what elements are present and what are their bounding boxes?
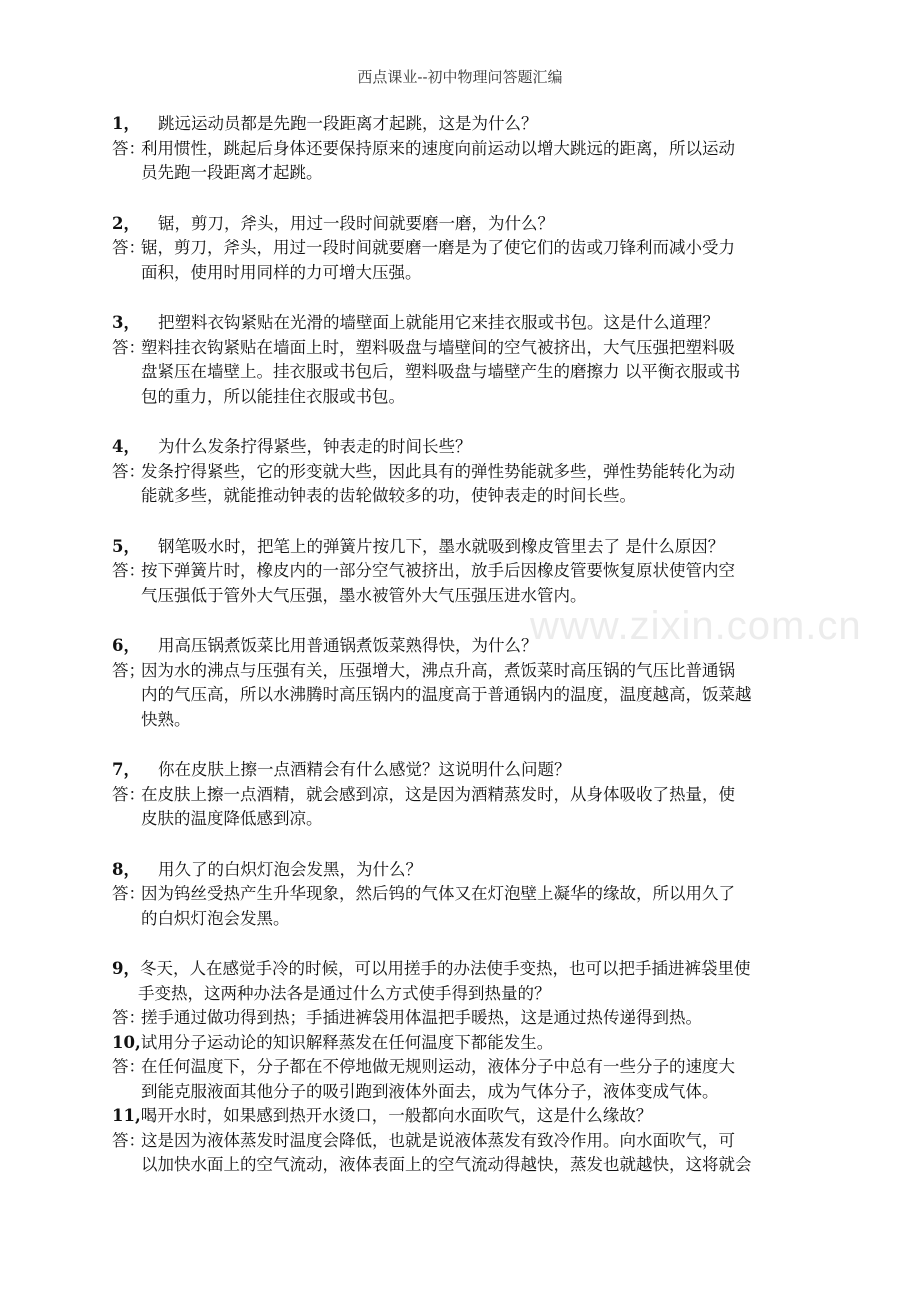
question-line: 锯，剪刀，斧头，用过一段时间就要磨一磨，为什么？ [157, 213, 554, 233]
question-line: 你在皮肤上擦一点酒精会有什么感觉？这说明什么问题？ [157, 760, 571, 779]
question-text [158, 311, 719, 336]
answer-line: 面积，使用时用同样的力可增大压强。 [141, 262, 422, 282]
answer-line: 因为水的沸点与压强有关，压强增大，沸点升高，煮饭菜时高压锅的气压比普通锅 [141, 660, 735, 680]
question-text [137, 957, 751, 1006]
question-line: 喝开水时，如果感到热开水烫口，一般都向水面吹气，这是什么缘故？ [140, 1106, 653, 1125]
qa-item [112, 311, 824, 409]
answer-line: 皮肤的温度降低感到凉。 [141, 809, 323, 828]
qa-item [112, 758, 824, 832]
answer-line: 在任何温度下，分子都在不停地做无规则运动，液体分子中总有一些分子的速度大 [141, 1057, 735, 1076]
answer-label: 答： [112, 337, 145, 357]
answer [112, 882, 824, 931]
answer-line: 以加快水面上的空气流动，液体表面上的空气流动得越快，蒸发也就越快，这将就会 [141, 1155, 752, 1174]
answer-label: 答： [112, 138, 145, 158]
answer-line: 锯，剪刀，斧头，用过一段时间就要磨一磨是为了使它们的齿或刀锋利而减小受力 [141, 238, 735, 257]
answer-line: 因为钨丝受热产生升华现象，然后钨的气体又在灯泡壁上凝华的缘故，所以用久了 [141, 884, 735, 903]
answer-line: 包的重力，所以能挂住衣服或书包。 [141, 386, 405, 406]
question [112, 1104, 824, 1129]
qa-item [112, 957, 824, 1031]
question-line: 用高压锅煮饭菜比用普通锅煮饭菜熟得快，为什么？ [157, 636, 538, 655]
question-number: 3， [112, 313, 140, 332]
question-number: 9， [112, 959, 140, 978]
question-line: 冬天，人在感觉手冷的时候，可以用搓手的办法使手变热，也可以把手插进裤袋里使 [139, 959, 751, 978]
answer-label: 答： [112, 461, 145, 481]
answer-line: 员先跑一段距离才起跳。 [141, 163, 323, 182]
answer-label: 答： [112, 238, 145, 257]
question-text [158, 758, 571, 783]
answer-line: 能就多些，就能推动钟表的齿轮做较多的功，使钟表走的时间长些。 [141, 486, 636, 505]
answer-label: 答； [112, 660, 145, 680]
question-text [158, 634, 538, 659]
question-number: 5， [112, 536, 140, 556]
qa-item [112, 858, 824, 932]
answer [112, 1006, 824, 1031]
question-line: 手变热，这两种办法各是通过什么方式使手得到热量的？ [137, 983, 551, 1003]
answer [112, 460, 824, 509]
answer-label: 答： [112, 1057, 145, 1076]
answer-line: 气压强低于管外大气压强，墨水被管外大气压强压进水管内。 [141, 585, 587, 605]
answer-line: 发条拧得紧些，它的形变就大些，因此具有的弹性势能就多些，弹性势能转化为动 [141, 461, 735, 481]
answer-line: 这是因为液体蒸发时温度会降低，也就是说液体蒸发有致冷作用。向水面吹气，可 [141, 1130, 735, 1150]
answer-label: 答： [112, 1130, 145, 1150]
question [112, 112, 824, 137]
question-number: 7， [112, 760, 140, 779]
answer-label: 答： [112, 784, 145, 804]
answer [112, 1129, 824, 1178]
qa-item [112, 435, 824, 509]
question-text [158, 535, 724, 560]
question [112, 758, 824, 783]
answer-line: 内的气压高，所以水沸腾时高压锅内的温度高于普通锅内的温度，温度越高，饭菜越 [141, 685, 752, 704]
answer-label: 答： [112, 561, 145, 580]
question-number: 8， [112, 859, 140, 879]
qa-item [112, 112, 824, 186]
question-text [141, 1031, 554, 1056]
question-text [158, 112, 538, 137]
question-text [158, 435, 472, 460]
question-line: 用久了的白炽灯泡会发黑，为什么？ [157, 859, 422, 879]
answer-label: 答： [112, 884, 145, 903]
answer [112, 137, 824, 186]
question-text [141, 1104, 653, 1129]
page-header: 西点课业--初中物理问答题汇编 [357, 68, 563, 86]
qa-item [112, 1031, 824, 1105]
answer [112, 559, 824, 608]
answer-line: 在皮肤上擦一点酒精，就会感到凉，这是因为酒精蒸发时，从身体吸收了热量，使 [141, 784, 735, 804]
answer [112, 1055, 824, 1104]
answer-line: 按下弹簧片时，橡皮内的一部分空气被挤出，放手后因橡皮管要恢复原状使管内空 [141, 561, 735, 580]
question-line: 为什么发条拧得紧些，钟表走的时间长些？ [157, 437, 472, 456]
answer-line: 快熟。 [141, 709, 191, 729]
answer-line: 搓手通过做功得到热；手插进裤袋用体温把手暖热，这是通过热传递得到热。 [141, 1008, 702, 1027]
answer-label: 答： [112, 1008, 145, 1027]
question [112, 634, 824, 659]
answer-line: 塑料挂衣钩紧贴在墙面上时，塑料吸盘与墙壁间的空气被挤出，大气压强把塑料吸 [141, 337, 735, 357]
question [112, 311, 824, 336]
question-number: 10, [112, 1032, 141, 1052]
qa-item [112, 212, 824, 286]
question-number: 11, [112, 1106, 141, 1125]
qa-list [112, 112, 824, 1204]
question-line: 钢笔吸水时，把笔上的弹簧片按几下，墨水就吸到橡皮管里去了 是什么原因？ [157, 536, 725, 556]
question [112, 957, 824, 1006]
question-text [158, 212, 554, 237]
watermark: www.zixin.com.cn [530, 604, 862, 648]
answer [112, 236, 824, 285]
question-text [158, 858, 422, 883]
question-line: 试用分子运动论的知识解释蒸发在任何温度下都能发生。 [140, 1032, 554, 1052]
answer-line: 到能克服液面其他分子的吸引跑到液体外面去，成为气体分子，液体变成气体。 [141, 1081, 719, 1101]
question-number: 6， [112, 636, 140, 655]
qa-item [112, 1104, 824, 1178]
question-number: 4， [112, 437, 140, 456]
answer [112, 783, 824, 832]
question-number: 2， [112, 213, 140, 233]
question-line: 跳远运动员都是先跑一段距离才起跳，这是为什么？ [157, 114, 538, 133]
answer [112, 659, 824, 733]
answer [112, 336, 824, 410]
answer-line: 的白炽灯泡会发黑。 [141, 908, 290, 928]
answer-line: 盘紧压在墙壁上。挂衣服或书包后，塑料吸盘与墙壁产生的磨擦力 以平衡衣服或书 [141, 362, 741, 381]
question-line: 把塑料衣钩紧贴在光滑的墙壁面上就能用它来挂衣服或书包。这是什么道理？ [157, 313, 719, 332]
qa-item [112, 535, 824, 609]
question [112, 858, 824, 883]
question [112, 212, 824, 237]
question [112, 535, 824, 560]
question [112, 1031, 824, 1056]
qa-item [112, 634, 824, 732]
answer-line: 利用惯性，跳起后身体还要保持原来的速度向前运动以增大跳远的距离，所以运动 [141, 138, 735, 158]
question-number: 1， [112, 114, 140, 133]
question [112, 435, 824, 460]
